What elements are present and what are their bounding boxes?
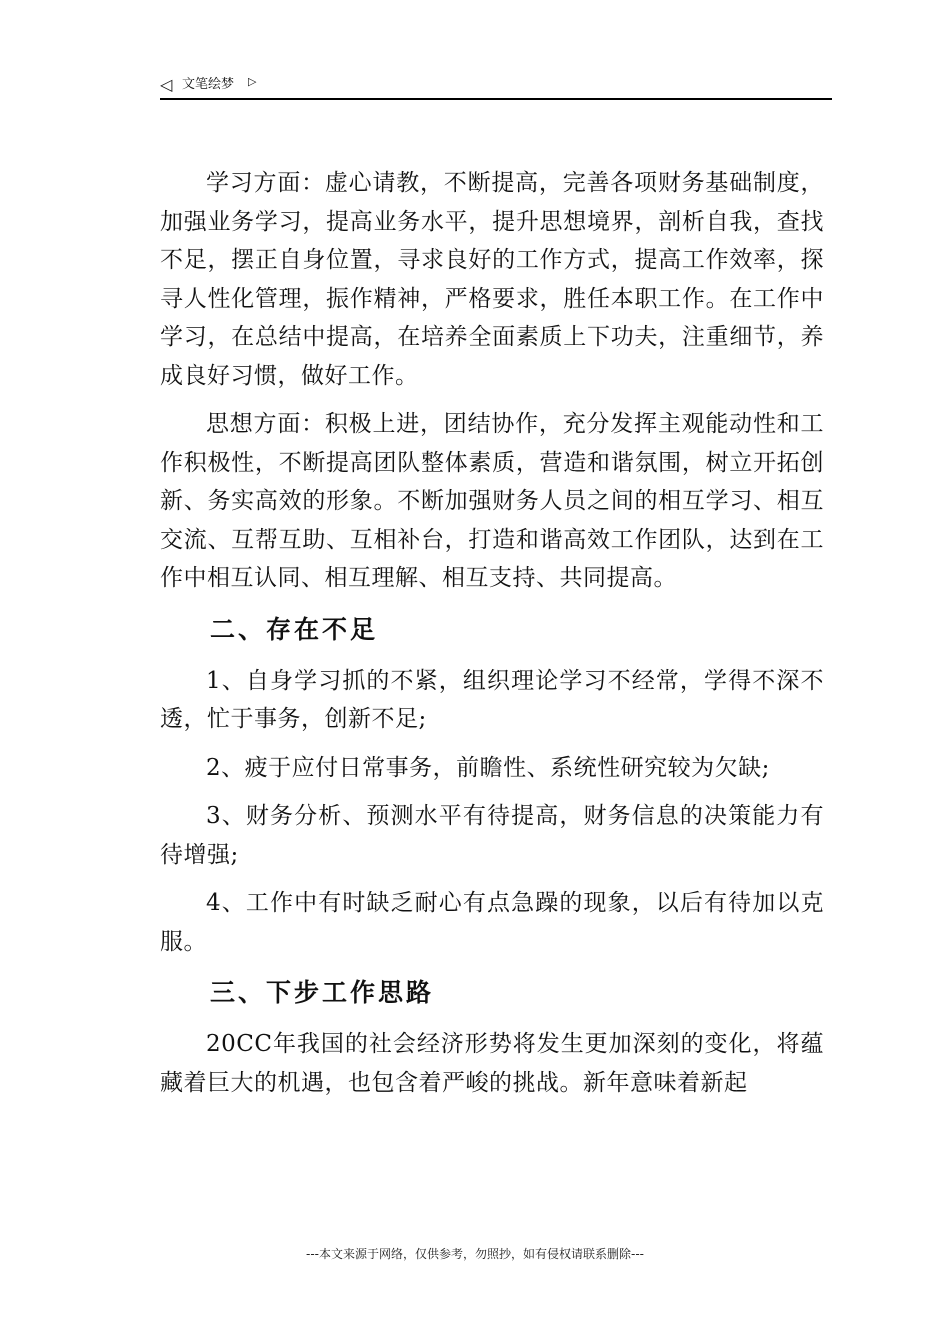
paragraph-thought: 思想方面：积极上进，团结协作，充分发挥主观能动性和工作积极性，不断提高团队整体素质，营造和谐氛围，树立开拓创新、务实高效的形象。不断加强财务人员之间的相互学习、相互交流、互帮互助、互相补台，打造和谐高效工作团队，达到在工作中相互认同、相互理解、相互支持、共同提高。 [160,411,824,591]
section-heading-shortcomings: 二、存在不足 [210,614,379,644]
document-body [160,164,824,1102]
list-item-3: 3、财务分析、预测水平有待提高，财务信息的决策能力有待增强; [160,803,824,868]
list-item-1: 1、自身学习抓的不紧，组织理论学习不经常，学得不深不透，忙于事务，创新不足; [160,667,824,732]
header-brand: 文笔绘梦 [182,77,235,92]
section-heading-next-steps: 三、下步工作思路 [210,978,435,1007]
triangle-right-icon: ▷ [248,75,257,88]
list-item-4: 4、工作中有时缺乏耐心有点急躁的现象，以后有待加以克服。 [160,890,824,955]
triangle-left-icon: ◁ [160,75,173,94]
paragraph-outlook: 20CC年我国的社会经济形势将发生更加深刻的变化，将蕴藏着巨大的机遇，也包含着严峻的挑战。新年意味着新起 [160,1031,824,1096]
list-item-2: 2、疲于应付日常事务，前瞻性、系统性研究较为欠缺; [206,754,770,781]
page-header [160,74,832,100]
paragraph-study: 学习方面：虚心请教，不断提高，完善各项财务基础制度，加强业务学习，提高业务水平，提升思想境界，剖析自我，查找不足，摆正自身位置，寻求良好的工作方式，提高工作效率，探寻人性化管理，振作精神，严格要求，胜任本职工作。在工作中学习，在总结中提高，在培养全面素质上下功夫，注重细节，养成良好习惯，做好工作。 [160,170,824,389]
footer-disclaimer: ---本文来源于网络，仅供参考，勿照抄，如有侵权请联系删除--- [306,1247,644,1261]
